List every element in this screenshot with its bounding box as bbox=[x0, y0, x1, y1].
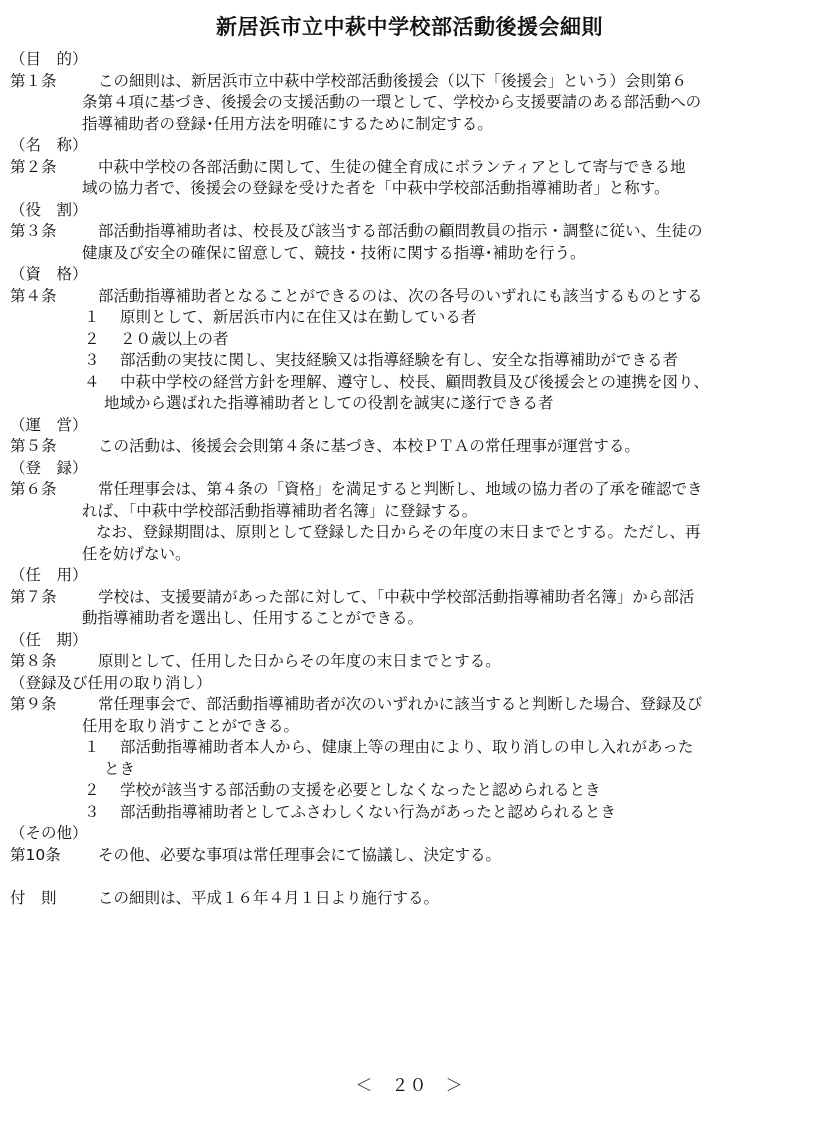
article-label: 第10条 bbox=[10, 845, 61, 864]
supplementary-text: この細則は、平成１６年４月１日より施行する。 bbox=[98, 889, 440, 907]
article-text-continued: 条第４項に基づき、後援会の支援活動の一環として、学校から支援要請のある部活動への bbox=[82, 93, 702, 111]
article-text: 常任理事会で、部活動指導補助者が次のいずれかに該当すると判断した場合、登録及び bbox=[98, 695, 703, 713]
list-item-number: １ bbox=[84, 308, 100, 326]
list-item-text-continued: 地域から選ばれた指導補助者としての役割を誠実に遂行できる者 bbox=[104, 394, 554, 412]
article-first-line bbox=[10, 587, 810, 609]
article-heading: （資 格） bbox=[10, 265, 88, 283]
list-item bbox=[10, 737, 810, 759]
article-heading: （任 用） bbox=[10, 566, 88, 584]
article-text: その他、必要な事項は常任理事会にて協議し、決定する。 bbox=[98, 845, 502, 864]
article-heading: （目 的） bbox=[10, 50, 88, 68]
article-text: 原則として、任用した日からその年度の末日までとする。 bbox=[98, 652, 501, 670]
article-label: 第７条 bbox=[10, 587, 57, 606]
article-text-continued: 健康及び安全の確保に留意して、競技・技術に関する指導･補助を行う。 bbox=[82, 243, 586, 262]
list-item-number: ４ bbox=[84, 372, 100, 391]
article-text-continued: 域の協力者で、後援会の登録を受けた者を「中萩中学校部活動指導補助者」と称す。 bbox=[82, 179, 670, 197]
document-body bbox=[10, 49, 810, 910]
article-text-continued: 動指導補助者を選出し、任用することができる。 bbox=[82, 609, 424, 627]
article-label: 第６条 bbox=[10, 480, 57, 498]
article-label: 第９条 bbox=[10, 695, 57, 713]
article-label: 第８条 bbox=[10, 652, 57, 670]
list-item-text: 原則として、新居浜市内に在住又は在勤している者 bbox=[120, 308, 477, 326]
list-item bbox=[10, 372, 810, 394]
article-first-line bbox=[10, 694, 810, 716]
article-text-continued: 指導補助者の登録･任用方法を明確にするために制定する。 bbox=[82, 114, 493, 133]
article-first-line bbox=[10, 286, 810, 308]
article-heading: （登録及び任用の取り消し） bbox=[10, 673, 212, 692]
list-item-number: １ bbox=[84, 738, 100, 756]
list-item bbox=[10, 802, 810, 824]
list-item-text: 部活動指導補助者としてふさわしくない行為があったと認められるとき bbox=[120, 802, 616, 821]
article-label: 第５条 bbox=[10, 437, 57, 455]
article-heading: （任 期） bbox=[10, 630, 88, 649]
spacer bbox=[10, 866, 810, 888]
article-text-continued: れば、「中萩中学校部活動指導補助者名簿」に登録する。 bbox=[82, 501, 478, 520]
list-item-text: 中萩中学校の経営方針を理解、遵守し、校長、顧問教員及び後援会との連携を図り、 bbox=[120, 372, 710, 391]
article-heading: （その他） bbox=[10, 824, 88, 842]
document-title: 新居浜市立中萩中学校部活動後援会細則 bbox=[216, 15, 603, 39]
page-number: ＜ ２０ ＞ bbox=[355, 1076, 464, 1096]
list-item-text: 部活動の実技に関し、実技経験又は指導経験を有し、安全な指導補助ができる者 bbox=[120, 351, 679, 369]
article-label: 第３条 bbox=[10, 222, 57, 240]
list-item-text: ２０歳以上の者 bbox=[120, 329, 229, 348]
article-first-line bbox=[10, 845, 810, 867]
article-first-line bbox=[10, 651, 810, 673]
article-text: 学校は、支援要請があった部に対して、「中萩中学校部活動指導補助者名簿」から部活 bbox=[98, 587, 695, 606]
list-item-text: 部活動指導補助者本人から、健康上等の理由により、取り消しの申し入れがあった bbox=[120, 738, 694, 756]
supplementary-label: 付 則 bbox=[10, 889, 57, 907]
article-heading: （役 割） bbox=[10, 200, 88, 219]
article-label: 第１条 bbox=[10, 71, 57, 90]
article-first-line bbox=[10, 221, 810, 243]
article-text-continued: 任用を取り消すことができる。 bbox=[82, 716, 300, 735]
article-heading: （運 営） bbox=[10, 415, 88, 434]
article-first-line bbox=[10, 479, 810, 501]
article-label: 第２条 bbox=[10, 157, 57, 176]
list-item-number: ２ bbox=[84, 329, 100, 348]
article-text: この活動は、後援会会則第４条に基づき、本校ＰＴＡの常任理事が運営する。 bbox=[98, 437, 640, 455]
list-item bbox=[10, 350, 810, 372]
article-text: 部活動指導補助者となることができるのは、次の各号のいずれにも該当するものとする bbox=[98, 286, 703, 305]
list-item bbox=[10, 307, 810, 329]
list-item bbox=[10, 329, 810, 351]
article-heading: （名 称） bbox=[10, 136, 88, 154]
list-item-text-continued: とき bbox=[104, 759, 136, 778]
article-text: 部活動指導補助者は、校長及び該当する部活動の顧問教員の指示・調整に従い、生徒の bbox=[98, 222, 703, 240]
article-first-line bbox=[10, 157, 810, 179]
article-text-continued: 任を妨げない。 bbox=[82, 544, 191, 563]
list-item bbox=[10, 780, 810, 802]
list-item-number: ２ bbox=[84, 781, 100, 799]
supplementary-provision bbox=[10, 888, 810, 910]
article-paragraph: なお、登録期間は、原則として登録した日からその年度の末日までとする。ただし、再 bbox=[96, 523, 701, 541]
list-item-number: ３ bbox=[84, 351, 100, 369]
list-item-number: ３ bbox=[84, 802, 100, 821]
article-label: 第４条 bbox=[10, 286, 57, 305]
article-heading: （登 録） bbox=[10, 458, 88, 477]
article-text: この細則は、新居浜市立中萩中学校部活動後援会（以下「後援会」という）会則第６ bbox=[98, 71, 688, 90]
list-item-text: 学校が該当する部活動の支援を必要としなくなったと認められるとき bbox=[120, 781, 601, 799]
article-text: 常任理事会は、第４条の「資格」を満足すると判断し、地域の協力者の了承を確認でき bbox=[98, 480, 703, 498]
article-text: 中萩中学校の各部活動に関して、生徒の健全育成にボランティアとして寄与できる地 bbox=[98, 157, 686, 176]
article-first-line bbox=[10, 436, 810, 458]
article-first-line bbox=[10, 71, 810, 93]
